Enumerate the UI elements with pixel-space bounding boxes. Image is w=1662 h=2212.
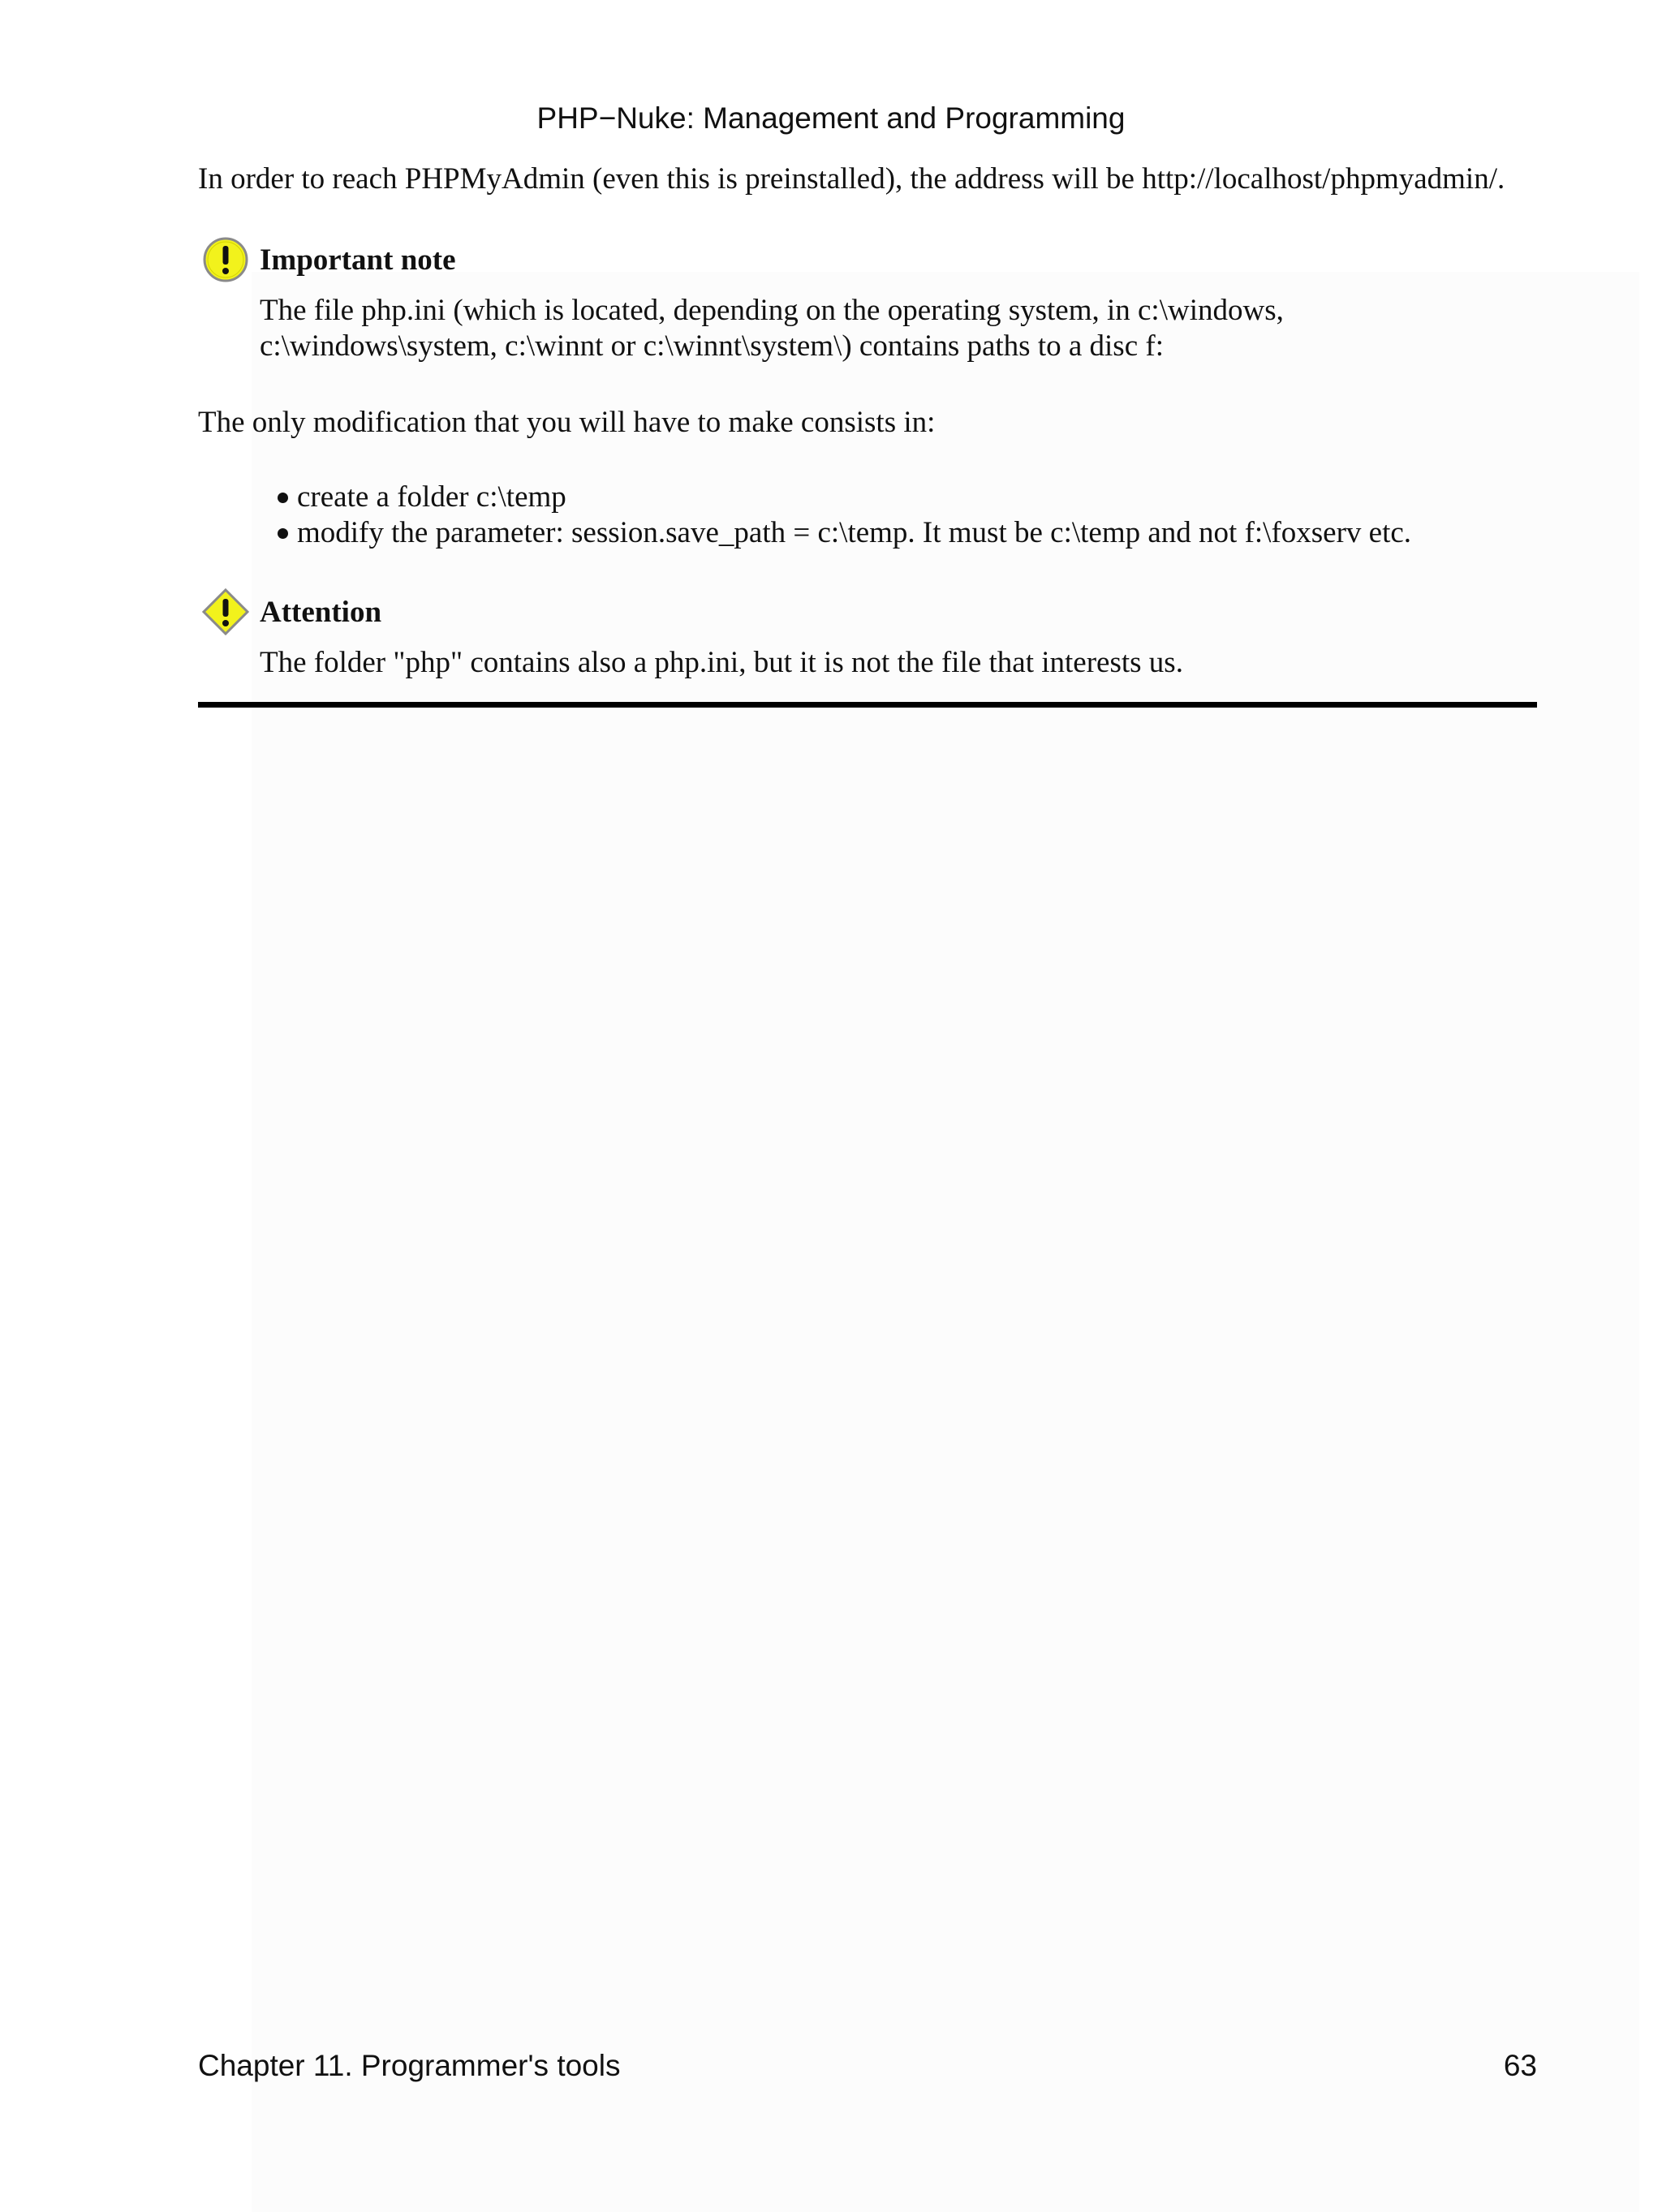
- modification-list: [274, 480, 1411, 551]
- list-item: [274, 480, 1411, 515]
- footer-chapter: Chapter 11. Programmer's tools: [198, 2049, 621, 2082]
- important-note-line-2: c:\windows\system, c:\winnt or c:\winnt\system\) contains paths to a disc f:: [260, 329, 1164, 363]
- attention-text: The folder "php" contains also a php.ini, but it is not the file that interests us.: [260, 646, 1183, 679]
- page-background: [252, 272, 1639, 2212]
- bullet-icon: [278, 493, 288, 503]
- warning-diamond-icon: [202, 588, 249, 635]
- running-header: PHP−Nuke: Management and Programming: [536, 101, 1126, 135]
- important-note-title: Important note: [260, 243, 456, 277]
- exclamation-circle-icon: [202, 236, 249, 283]
- list-item-text: create a folder c:\temp: [297, 480, 566, 514]
- modification-paragraph: The only modification that you will have to make consists in:: [198, 406, 936, 439]
- footer-page-number: 63: [1503, 2049, 1537, 2082]
- section-divider: [198, 702, 1537, 708]
- list-item-text: modify the parameter: session.save_path = c:\temp. It must be c:\temp and not f:\foxserv etc.: [297, 516, 1412, 549]
- bullet-icon: [278, 528, 288, 539]
- intro-paragraph: In order to reach PHPMyAdmin (even this is preinstalled), the address will be http://localhost/phpmyadmin/.: [198, 162, 1505, 196]
- list-item: [274, 515, 1411, 551]
- attention-title: Attention: [260, 596, 382, 629]
- important-note-line-1: The file php.ini (which is located, depending on the operating system, in c:\windows,: [260, 294, 1284, 327]
